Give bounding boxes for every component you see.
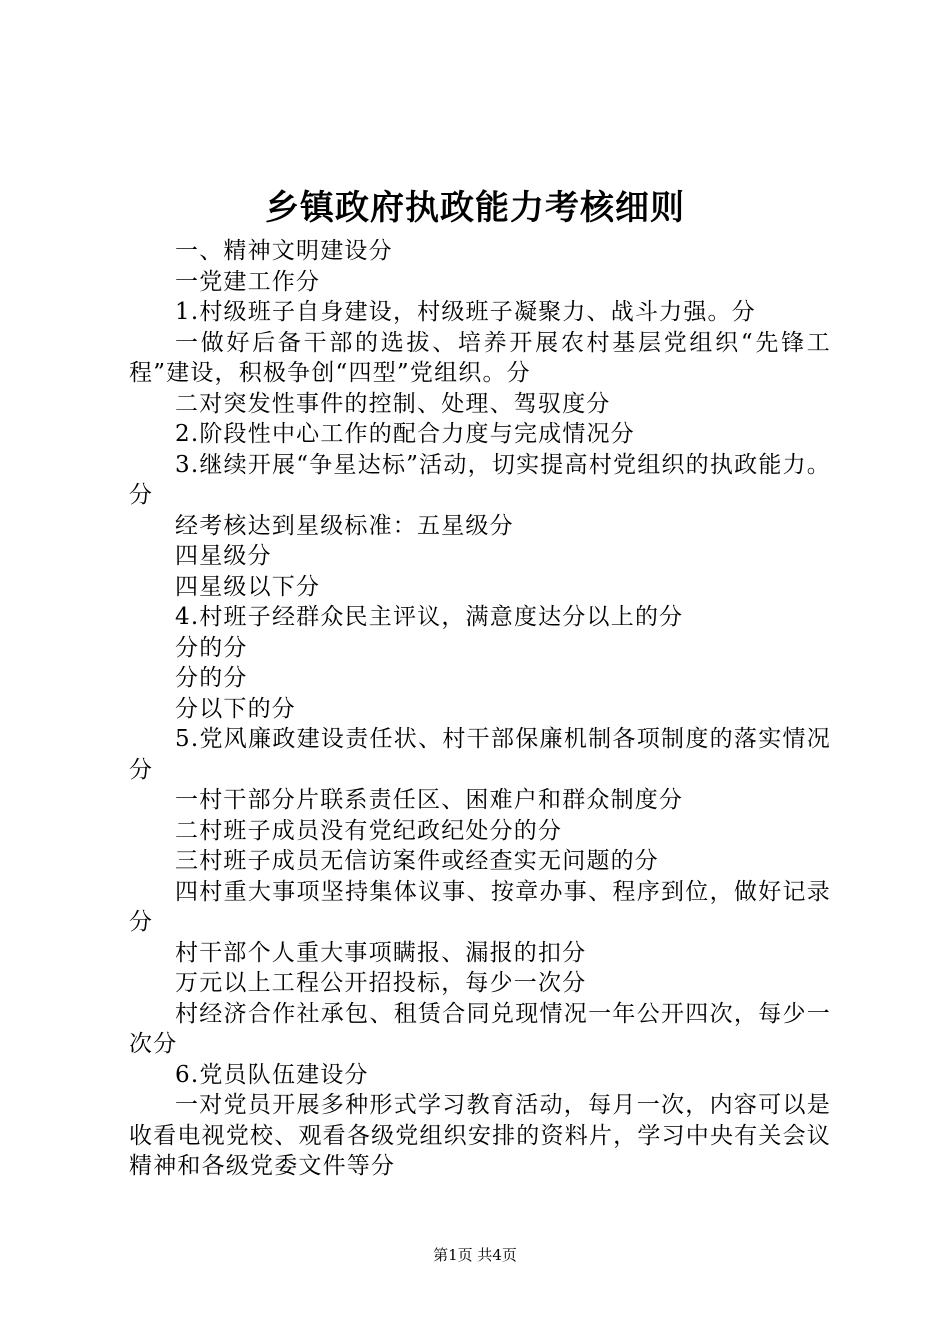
paragraph: 一村干部分片联系责任区、困难户和群众制度分 (175, 787, 684, 813)
paragraph: 四星级以下分 (175, 573, 321, 600)
paragraph: 经考核达到星级标准：五星级分 (175, 512, 514, 539)
document-body (129, 236, 831, 1182)
paragraph: 四星级分 (175, 543, 272, 569)
paragraph: 分以下的分 (175, 695, 296, 722)
paragraph: 一党建工作分 (175, 268, 321, 295)
paragraph: 4.村班子经群众民主评议，满意度达分以上的分 (175, 604, 684, 630)
paragraph: 二村班子成员没有党纪政纪处分的分 (175, 817, 563, 844)
paragraph: 三村班子成员无信访案件或经查实无问题的分 (175, 848, 659, 874)
paragraph: 6.党员队伍建设分 (175, 1061, 369, 1088)
paragraph: 分的分 (175, 665, 248, 691)
paragraph: 二对突发性事件的控制、处理、驾驭度分 (175, 390, 611, 417)
paragraph: 5.党风廉政建设责任状、村干部保廉机制各项制度的落实情况分 (129, 726, 831, 783)
paragraph: 1.村级班子自身建设，村级班子凝聚力、战斗力强。分 (175, 299, 756, 325)
paragraph: 3.继续开展“争星达标”活动，切实提高村党组织的执政能力。分 (129, 451, 831, 508)
paragraph: 一做好后备干部的选拔、培养开展农村基层党组织“先锋工程”建设，积极争创“四型”党组织。分 (129, 329, 831, 386)
page-number-footer: 第1页 共4页 (433, 1246, 517, 1264)
paragraph: 2.阶段性中心工作的配合力度与完成情况分 (175, 421, 635, 447)
paragraph: 村干部个人重大事项瞒报、漏报的扣分 (175, 939, 587, 966)
document-title: 乡镇政府执政能力考核细则 (265, 188, 685, 228)
paragraph: 四村重大事项坚持集体议事、按章办事、程序到位，做好记录分 (129, 878, 831, 935)
paragraph: 村经济合作社承包、租赁合同兑现情况一年公开四次，每少一次分 (129, 1000, 831, 1057)
paragraph: 一、精神文明建设分 (175, 238, 393, 264)
paragraph: 一对党员开展多种形式学习教育活动，每月一次，内容可以是收看电视党校、观看各级党组织安排的资料片，学习中央有关会议精神和各级党委文件等分 (129, 1092, 831, 1179)
paragraph: 分的分 (175, 634, 248, 661)
paragraph: 万元以上工程公开招投标，每少一次分 (175, 970, 587, 996)
